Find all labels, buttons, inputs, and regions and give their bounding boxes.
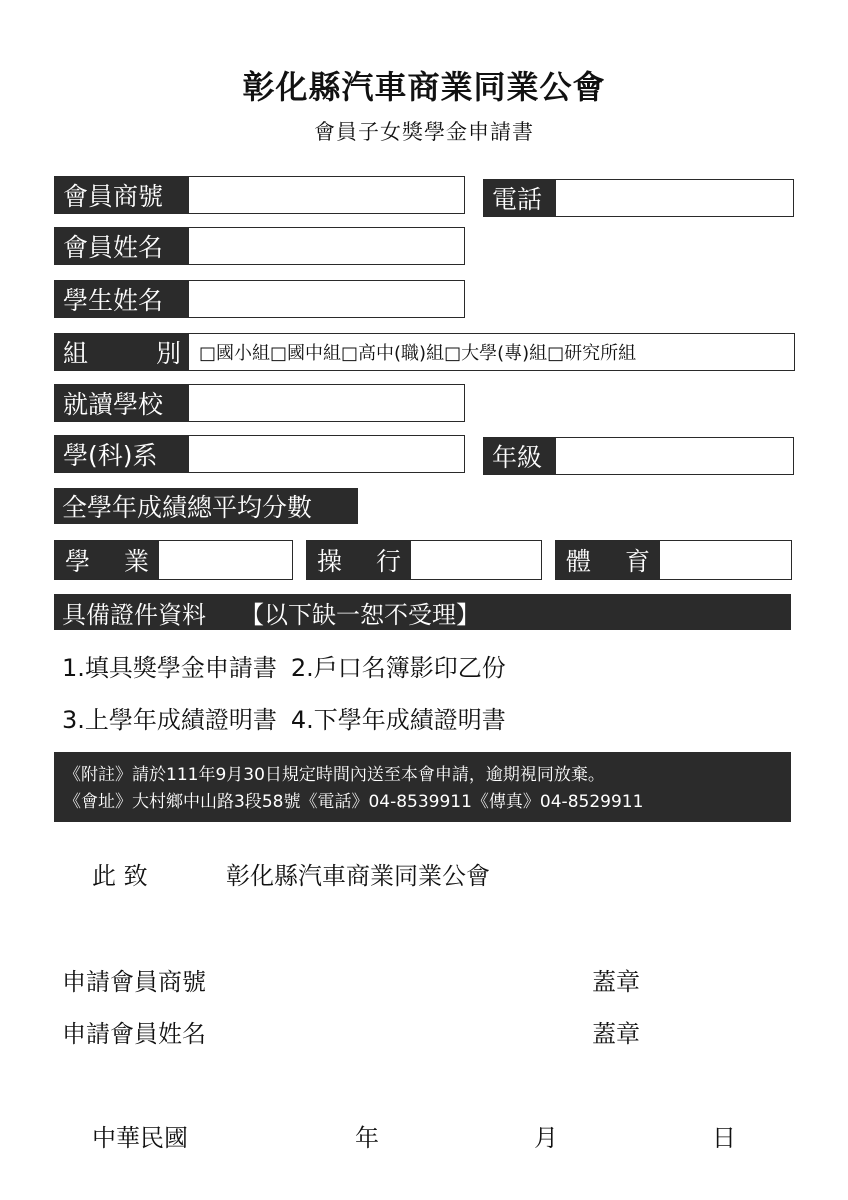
grade-input[interactable]	[556, 438, 793, 474]
academic-label-a: 學	[65, 547, 91, 576]
applicant-name-label: 申請會員姓名	[62, 1020, 206, 1048]
academic-label-b: 業	[123, 547, 149, 576]
academic-label	[55, 541, 159, 579]
documents-heading: 具備證件資料	[62, 600, 206, 629]
phone-label: 電話	[484, 180, 556, 216]
seal-2: 蓋章	[592, 1020, 640, 1048]
document-item-4: 4.下學年成績證明書	[290, 706, 506, 734]
scores-heading: 全學年成績總平均分數	[54, 488, 358, 524]
conduct-field[interactable]	[306, 540, 542, 580]
member-name-field[interactable]	[54, 227, 465, 265]
notes-box	[54, 752, 791, 822]
seal-1: 蓋章	[592, 968, 640, 996]
conduct-input[interactable]	[411, 541, 541, 579]
applicant-no-label: 申請會員商號	[62, 968, 206, 996]
phone-field[interactable]	[483, 179, 794, 217]
grade-label: 年級	[484, 438, 556, 474]
school-label: 就讀學校	[55, 385, 189, 421]
conduct-label-a: 操	[317, 547, 343, 576]
document-item-1: 1.填具獎學金申請書	[62, 654, 277, 682]
group-field[interactable]	[54, 333, 795, 371]
document-item-2: 2.戶口名簿影印乙份	[290, 654, 506, 682]
pe-label-a: 體	[566, 547, 592, 576]
pe-input[interactable]	[660, 541, 791, 579]
grade-field[interactable]	[483, 437, 794, 475]
form-subtitle: 會員子女獎學金申請書	[314, 120, 534, 144]
date-month: 月	[534, 1124, 558, 1152]
academic-input[interactable]	[159, 541, 292, 579]
academic-field[interactable]	[54, 540, 293, 580]
pe-label	[556, 541, 660, 579]
documents-line-1	[62, 648, 520, 683]
date-era: 中華民國	[92, 1124, 188, 1152]
student-name-field[interactable]	[54, 280, 465, 318]
form-title: 彰化縣汽車商業同業公會	[242, 68, 606, 106]
group-label-b: 別	[155, 339, 181, 368]
note-line-1: 《附註》請於111年9月30日規定時間內送至本會申請，逾期視同放棄。	[64, 765, 605, 785]
date-day: 日	[712, 1124, 736, 1152]
date-year: 年	[355, 1124, 379, 1152]
pe-field[interactable]	[555, 540, 792, 580]
member-no-input[interactable]	[189, 177, 464, 213]
documents-warning: 【以下缺一恕不受理】	[240, 600, 480, 629]
member-name-input[interactable]	[189, 228, 464, 264]
member-name-label: 會員姓名	[55, 228, 189, 264]
school-input[interactable]	[189, 385, 464, 421]
member-no-label: 會員商號	[55, 177, 189, 213]
department-label: 學(科)系	[55, 436, 189, 472]
pe-label-b: 育	[624, 547, 650, 576]
note-line-2: 《會址》大村鄉中山路3段58號《電話》04-8539911《傳真》04-8529911	[64, 792, 644, 812]
member-no-field[interactable]	[54, 176, 465, 214]
conduct-label-b: 行	[375, 547, 401, 576]
school-field[interactable]	[54, 384, 465, 422]
group-options[interactable]: □國小組□國中組□高中(職)組□大學(專)組□研究所組	[189, 334, 794, 370]
documents-heading-bar	[54, 594, 791, 630]
group-label-a: 組	[63, 339, 89, 368]
recipient: 彰化縣汽車商業同業公會	[226, 862, 490, 890]
document-item-3: 3.上學年成績證明書	[62, 706, 277, 734]
group-label	[55, 334, 189, 370]
conduct-label	[307, 541, 411, 579]
phone-input[interactable]	[556, 180, 793, 216]
documents-line-2	[62, 700, 520, 735]
student-name-label: 學生姓名	[55, 281, 189, 317]
department-field[interactable]	[54, 435, 465, 473]
department-input[interactable]	[189, 436, 464, 472]
student-name-input[interactable]	[189, 281, 464, 317]
salutation: 此 致	[92, 862, 148, 890]
